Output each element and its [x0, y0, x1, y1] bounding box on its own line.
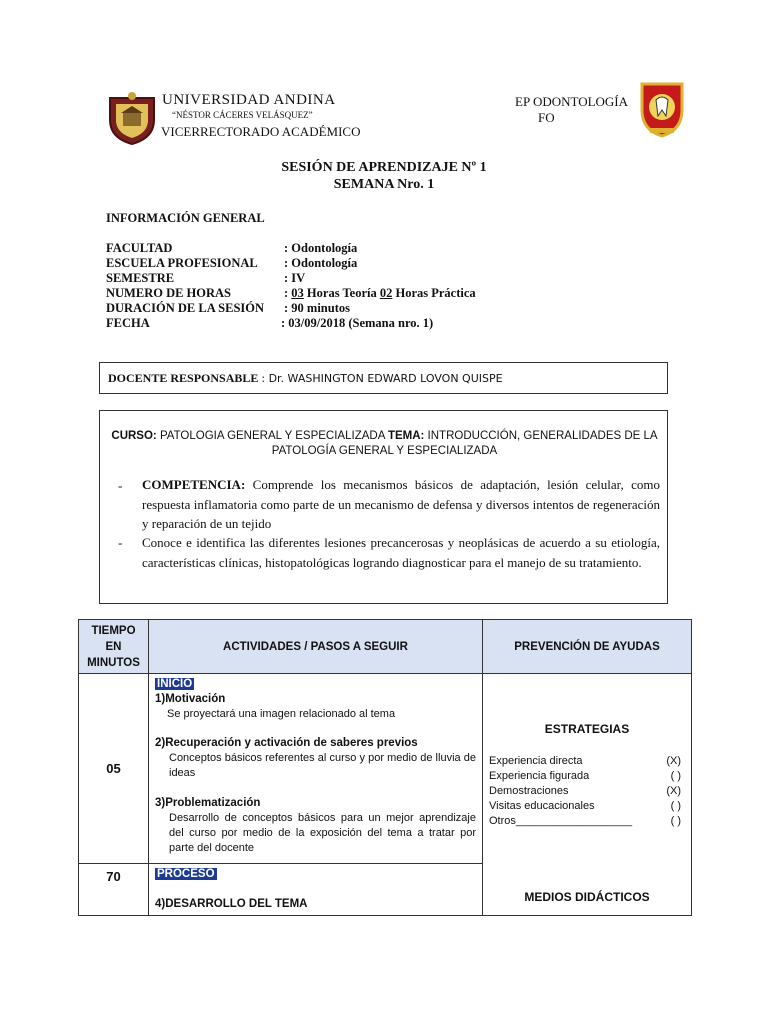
ep-odontologia: EP ODONTOLOGÍA: [515, 94, 629, 109]
col-help-header: PREVENCIÓN DE AYUDAS: [483, 620, 692, 674]
curso-value: PATOLOGIA GENERAL Y ESPECIALIZADA: [156, 430, 388, 442]
week-title: SEMANA Nro. 1: [333, 177, 435, 192]
help-cell: [483, 674, 692, 916]
inicio-tag: INICIO: [157, 678, 193, 690]
university-logo: [106, 90, 158, 146]
proceso-tag-wrap: [155, 867, 476, 882]
col-activities-header: ACTIVIDADES / PASOS A SEGUIR: [149, 620, 483, 674]
bullet-2: -: [118, 535, 123, 550]
university-subtitle: “NÉSTOR CÁCERES VELÁSQUEZ”: [172, 110, 313, 120]
horas-teoria: 03: [291, 286, 304, 300]
strategy-label: Demostraciones: [489, 785, 569, 797]
strategy-label: Experiencia directa: [489, 755, 583, 767]
competencia-text: [142, 475, 660, 534]
list-item: [489, 784, 681, 799]
activities-table: [78, 619, 692, 916]
general-info-heading: INFORMACIÓN GENERAL: [106, 211, 265, 225]
fecha-label: FECHA: [106, 316, 150, 330]
recuperacion-text: Conceptos básicos referentes al curso y por medio de lluvia de ideas: [169, 752, 476, 779]
strategy-mark: (X): [666, 785, 681, 797]
strategies-list: [489, 754, 681, 829]
row1-activities: [149, 674, 483, 864]
faculty-logo: [636, 80, 688, 138]
strategy-mark: ( ): [670, 770, 681, 782]
facultad-label: FACULTAD: [106, 241, 173, 255]
col-time-header: TIEMPO EN MINUTOS: [79, 620, 149, 674]
estrategias-heading: ESTRATEGIAS: [544, 722, 630, 736]
motivacion-heading: 1)Motivación: [155, 693, 226, 705]
competencia-body: Comprende los mecanismos básicos de adaptación, lesión celular, como respuesta inflamatoria como parte de un mecanismo de defensa y diversos intentos de regeneración y reparación de un tejido: [142, 477, 660, 531]
fecha-week: (Semana nro. 1): [345, 316, 434, 330]
row2-activities: [149, 864, 483, 916]
ep-fo: FO: [538, 110, 555, 125]
tema-value: INTRODUCCIÓN, GENERALIDADES DE LA PATOLOGÍA GENERAL Y ESPECIALIZADA: [271, 430, 658, 457]
docente-label: DOCENTE RESPONSABLE: [108, 371, 259, 385]
horas-practica: 02: [379, 286, 393, 300]
semestre-value: : IV: [284, 271, 306, 285]
docente-line: [108, 371, 503, 386]
horas-value: [284, 286, 476, 301]
curso-tema: [110, 429, 659, 459]
table-row: [79, 674, 692, 864]
semestre-label: SEMESTRE: [106, 271, 175, 285]
row2-time: 70: [79, 864, 149, 916]
problematizacion-text: Desarrollo de conceptos básicos para un mejor aprendizaje del curso por medio de la exposición del tema a tratar por parte del docente: [169, 812, 476, 854]
duracion-label: DURACIÓN DE LA SESIÓN: [106, 301, 265, 315]
tema-label: TEMA:: [387, 430, 425, 442]
table-header-row: [79, 620, 692, 674]
curso-box: [99, 410, 668, 604]
strategy-mark: (X): [666, 755, 681, 767]
strategy-label: Visitas educacionales: [489, 800, 595, 812]
medios-heading: MEDIOS DIDÁCTICOS: [524, 890, 650, 904]
strategy-mark: ( ): [670, 800, 681, 812]
vice-rectorate: VICERRECTORADO ACADÉMICO: [161, 124, 361, 139]
recuperacion-heading: 2)Recuperación y activación de saberes previos: [155, 737, 418, 749]
competencia-label: COMPETENCIA:: [142, 477, 246, 492]
docente-value: : Dr. WASHINGTON EDWARD LOVON QUISPE: [261, 372, 503, 385]
university-name: UNIVERSIDAD ANDINA: [162, 92, 336, 108]
row1-time: 05: [79, 674, 149, 864]
duracion-value: : 90 minutos: [284, 301, 350, 315]
curso-label: CURSO:: [111, 430, 157, 442]
docente-box: [99, 362, 668, 394]
list-item: [489, 814, 681, 829]
escuela-value: : Odontología: [284, 256, 358, 270]
strategy-mark: ( ): [670, 815, 681, 827]
motivacion-text: Se proyectará una imagen relacionado al tema: [167, 708, 396, 720]
horas-label: NUMERO DE HORAS: [106, 286, 232, 300]
strategy-label: Otros___________________: [489, 815, 633, 827]
horas-teoria-text: Horas Teoría: [303, 286, 380, 300]
inicio-tag-wrap: [155, 677, 476, 692]
desarrollo-heading: 4)DESARROLLO DEL TEMA: [155, 898, 308, 910]
fecha-value: [281, 316, 433, 331]
horas-prefix: :: [284, 286, 292, 300]
facultad-value: : Odontología: [284, 241, 358, 255]
second-competence-text: Conoce e identifica las diferentes lesiones precancerosas y neoplásicas de acuerdo a su etiología, características clínicas, histopatológicas logrando diagnosticar para el manejo de su tratamiento.: [142, 535, 660, 570]
horas-practica-text: Horas Práctica: [392, 286, 476, 300]
list-item: [489, 754, 681, 769]
list-item: [489, 769, 681, 784]
list-item: [489, 799, 681, 814]
strategy-label: Experiencia figurada: [489, 770, 590, 782]
bullet-1: -: [118, 478, 123, 493]
problematizacion-heading: 3)Problematización: [155, 797, 261, 809]
escuela-label: ESCUELA PROFESIONAL: [106, 256, 258, 270]
proceso-tag: PROCESO: [157, 868, 215, 880]
fecha-date: : 03/09/2018: [281, 316, 346, 330]
session-title: SESIÓN DE APRENDIZAJE Nº 1: [281, 160, 487, 175]
